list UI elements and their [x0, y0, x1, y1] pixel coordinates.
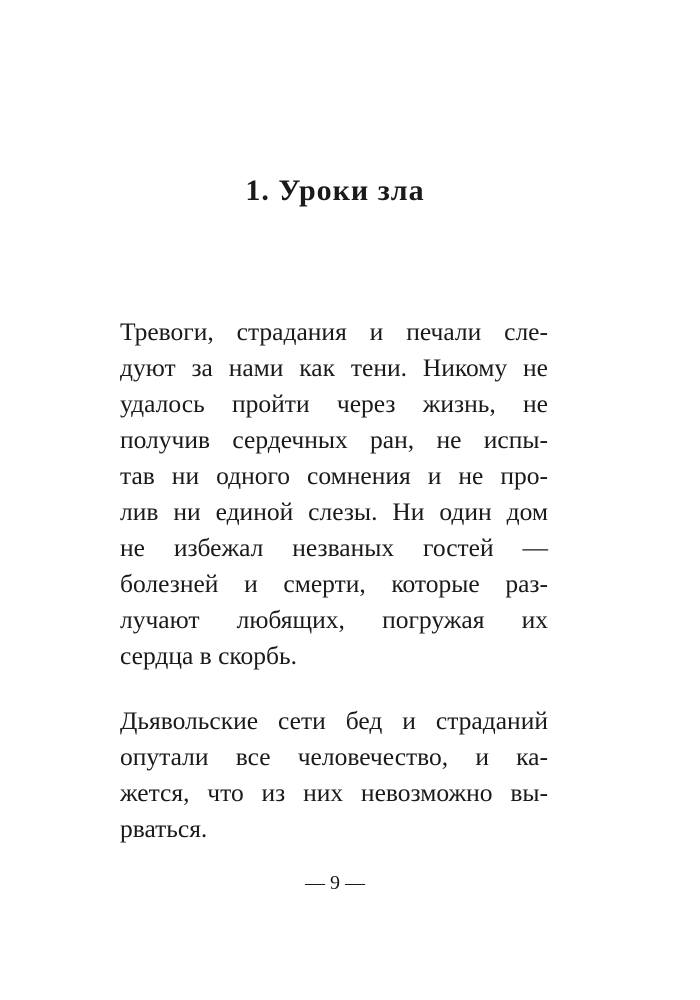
- text-line: дуют за нами как тени. Никому не: [120, 353, 548, 382]
- text-line: удалось пройти через жизнь, не: [120, 389, 548, 418]
- text-line: лучают любящих, погружая их: [120, 605, 548, 634]
- chapter-title: 1. Уроки зла: [245, 174, 425, 207]
- text-line: лив ни единой слезы. Ни один дом: [120, 497, 548, 526]
- text-line: рваться.: [120, 814, 208, 843]
- paragraph-2: [120, 703, 548, 847]
- text-line: получив сердечных ран, не испы-: [120, 425, 548, 454]
- text-line: сердца в скорбь.: [120, 641, 297, 670]
- text-line: жется, что из них невозможно вы-: [120, 778, 548, 807]
- text-line: не избежал незваных гостей —: [120, 533, 548, 562]
- paragraph-1: [120, 314, 548, 674]
- text-line: тав ни одного сомнения и не про-: [120, 461, 548, 490]
- text-line: Дьявольские сети бед и страданий: [120, 706, 548, 735]
- page-number: — 9 —: [305, 872, 365, 894]
- text-line: болезней и смерти, которые раз-: [120, 569, 548, 598]
- text-line: Тревоги, страдания и печали сле-: [120, 317, 548, 346]
- text-line: опутали все человечество, и ка-: [120, 742, 548, 771]
